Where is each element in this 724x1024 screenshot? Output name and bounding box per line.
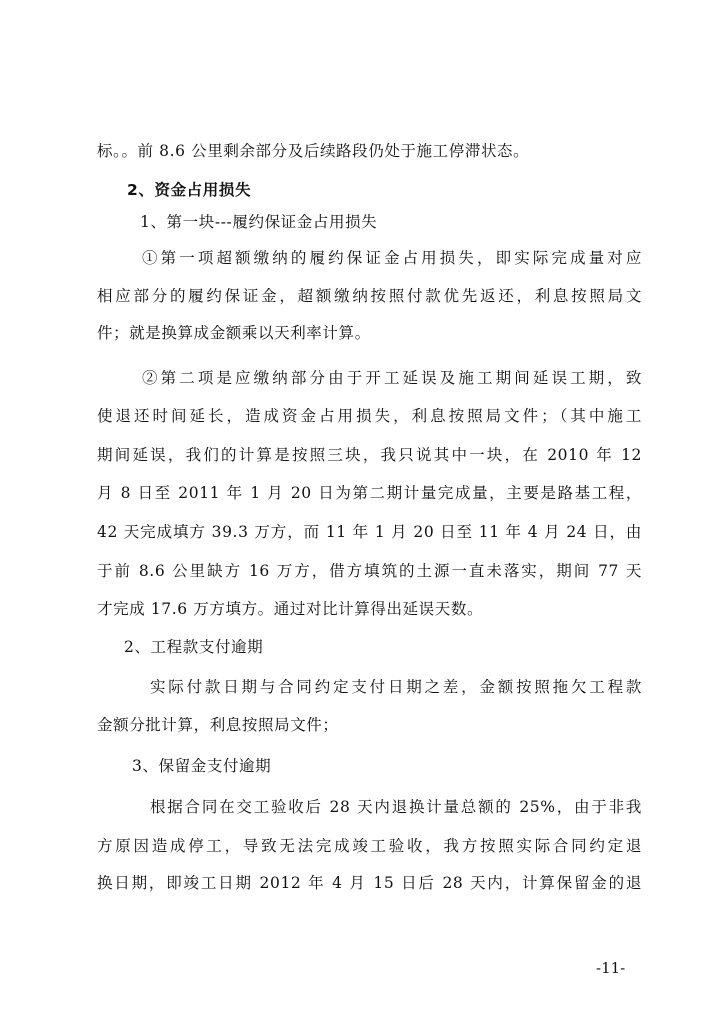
paragraph-line-10: 才完成 17.6 万方填方。通过对比计算得出延误天数。 bbox=[97, 600, 484, 618]
subheading-performance-bond: 1、第一块---履约保证金占用损失 bbox=[140, 213, 378, 231]
text-line-1: 标。。前 8.6 公里剩余部分及后续路段仍处于施工停滞状态。 bbox=[97, 142, 530, 160]
paragraph-line-2: 相应部分的履约保证金，超额缴纳按照付款优先返还，利息按照局文 bbox=[97, 287, 642, 305]
paragraph-line-11: 实际付款日期与合同约定支付日期之差，金额按照拖欠工程款 bbox=[150, 678, 642, 696]
paragraph-line-14: 方原因造成停工，导致无法完成竣工验收，我方按照实际合同约定退 bbox=[97, 837, 642, 855]
subheading-retention-payment-overdue: 3、保留金支付逾期 bbox=[132, 757, 272, 775]
paragraph-line-6: 期间延误，我们的计算是按照三块，我只说其中一块，在 2010 年 12 bbox=[97, 446, 642, 464]
paragraph-line-5: 使退还时间延长，造成资金占用损失，利息按照局文件；（其中施工 bbox=[97, 407, 642, 425]
paragraph-line-13: 根据合同在交工验收后 28 天内退换计量总额的 25%，由于非我 bbox=[150, 798, 642, 816]
paragraph-line-3: 件；就是换算成金额乘以天利率计算。 bbox=[97, 324, 371, 342]
paragraph-line-9: 于前 8.6 公里缺方 16 万方，借方填筑的土源一直未落实，期间 77 天 bbox=[97, 562, 642, 580]
page-number: -11- bbox=[596, 959, 626, 977]
paragraph-line-15: 换日期，即竣工日期 2012 年 4 月 15 日后 28 天内，计算保留金的退 bbox=[97, 874, 642, 892]
paragraph-line-8: 42 天完成填方 39.3 万方，而 11 年 1 月 20 日至 11 年 4 月 24 日，由 bbox=[97, 523, 642, 541]
paragraph-line-1: ①第一项超额缴纳的履约保证金占用损失，即实际完成量对应 bbox=[142, 249, 642, 267]
paragraph-line-7: 月 8 日至 2011 年 1 月 20 日为第二期计量完成量，主要是路基工程， bbox=[97, 484, 642, 502]
paragraph-line-12: 金额分批计算，利息按照局文件； bbox=[97, 716, 339, 734]
paragraph-line-4: ②第二项是应缴纳部分由于开工延误及施工期间延误工期，致 bbox=[142, 369, 642, 387]
section-heading-capital-occupation: 2、资金占用损失 bbox=[127, 181, 252, 199]
subheading-progress-payment-overdue: 2、工程款支付逾期 bbox=[124, 638, 264, 656]
